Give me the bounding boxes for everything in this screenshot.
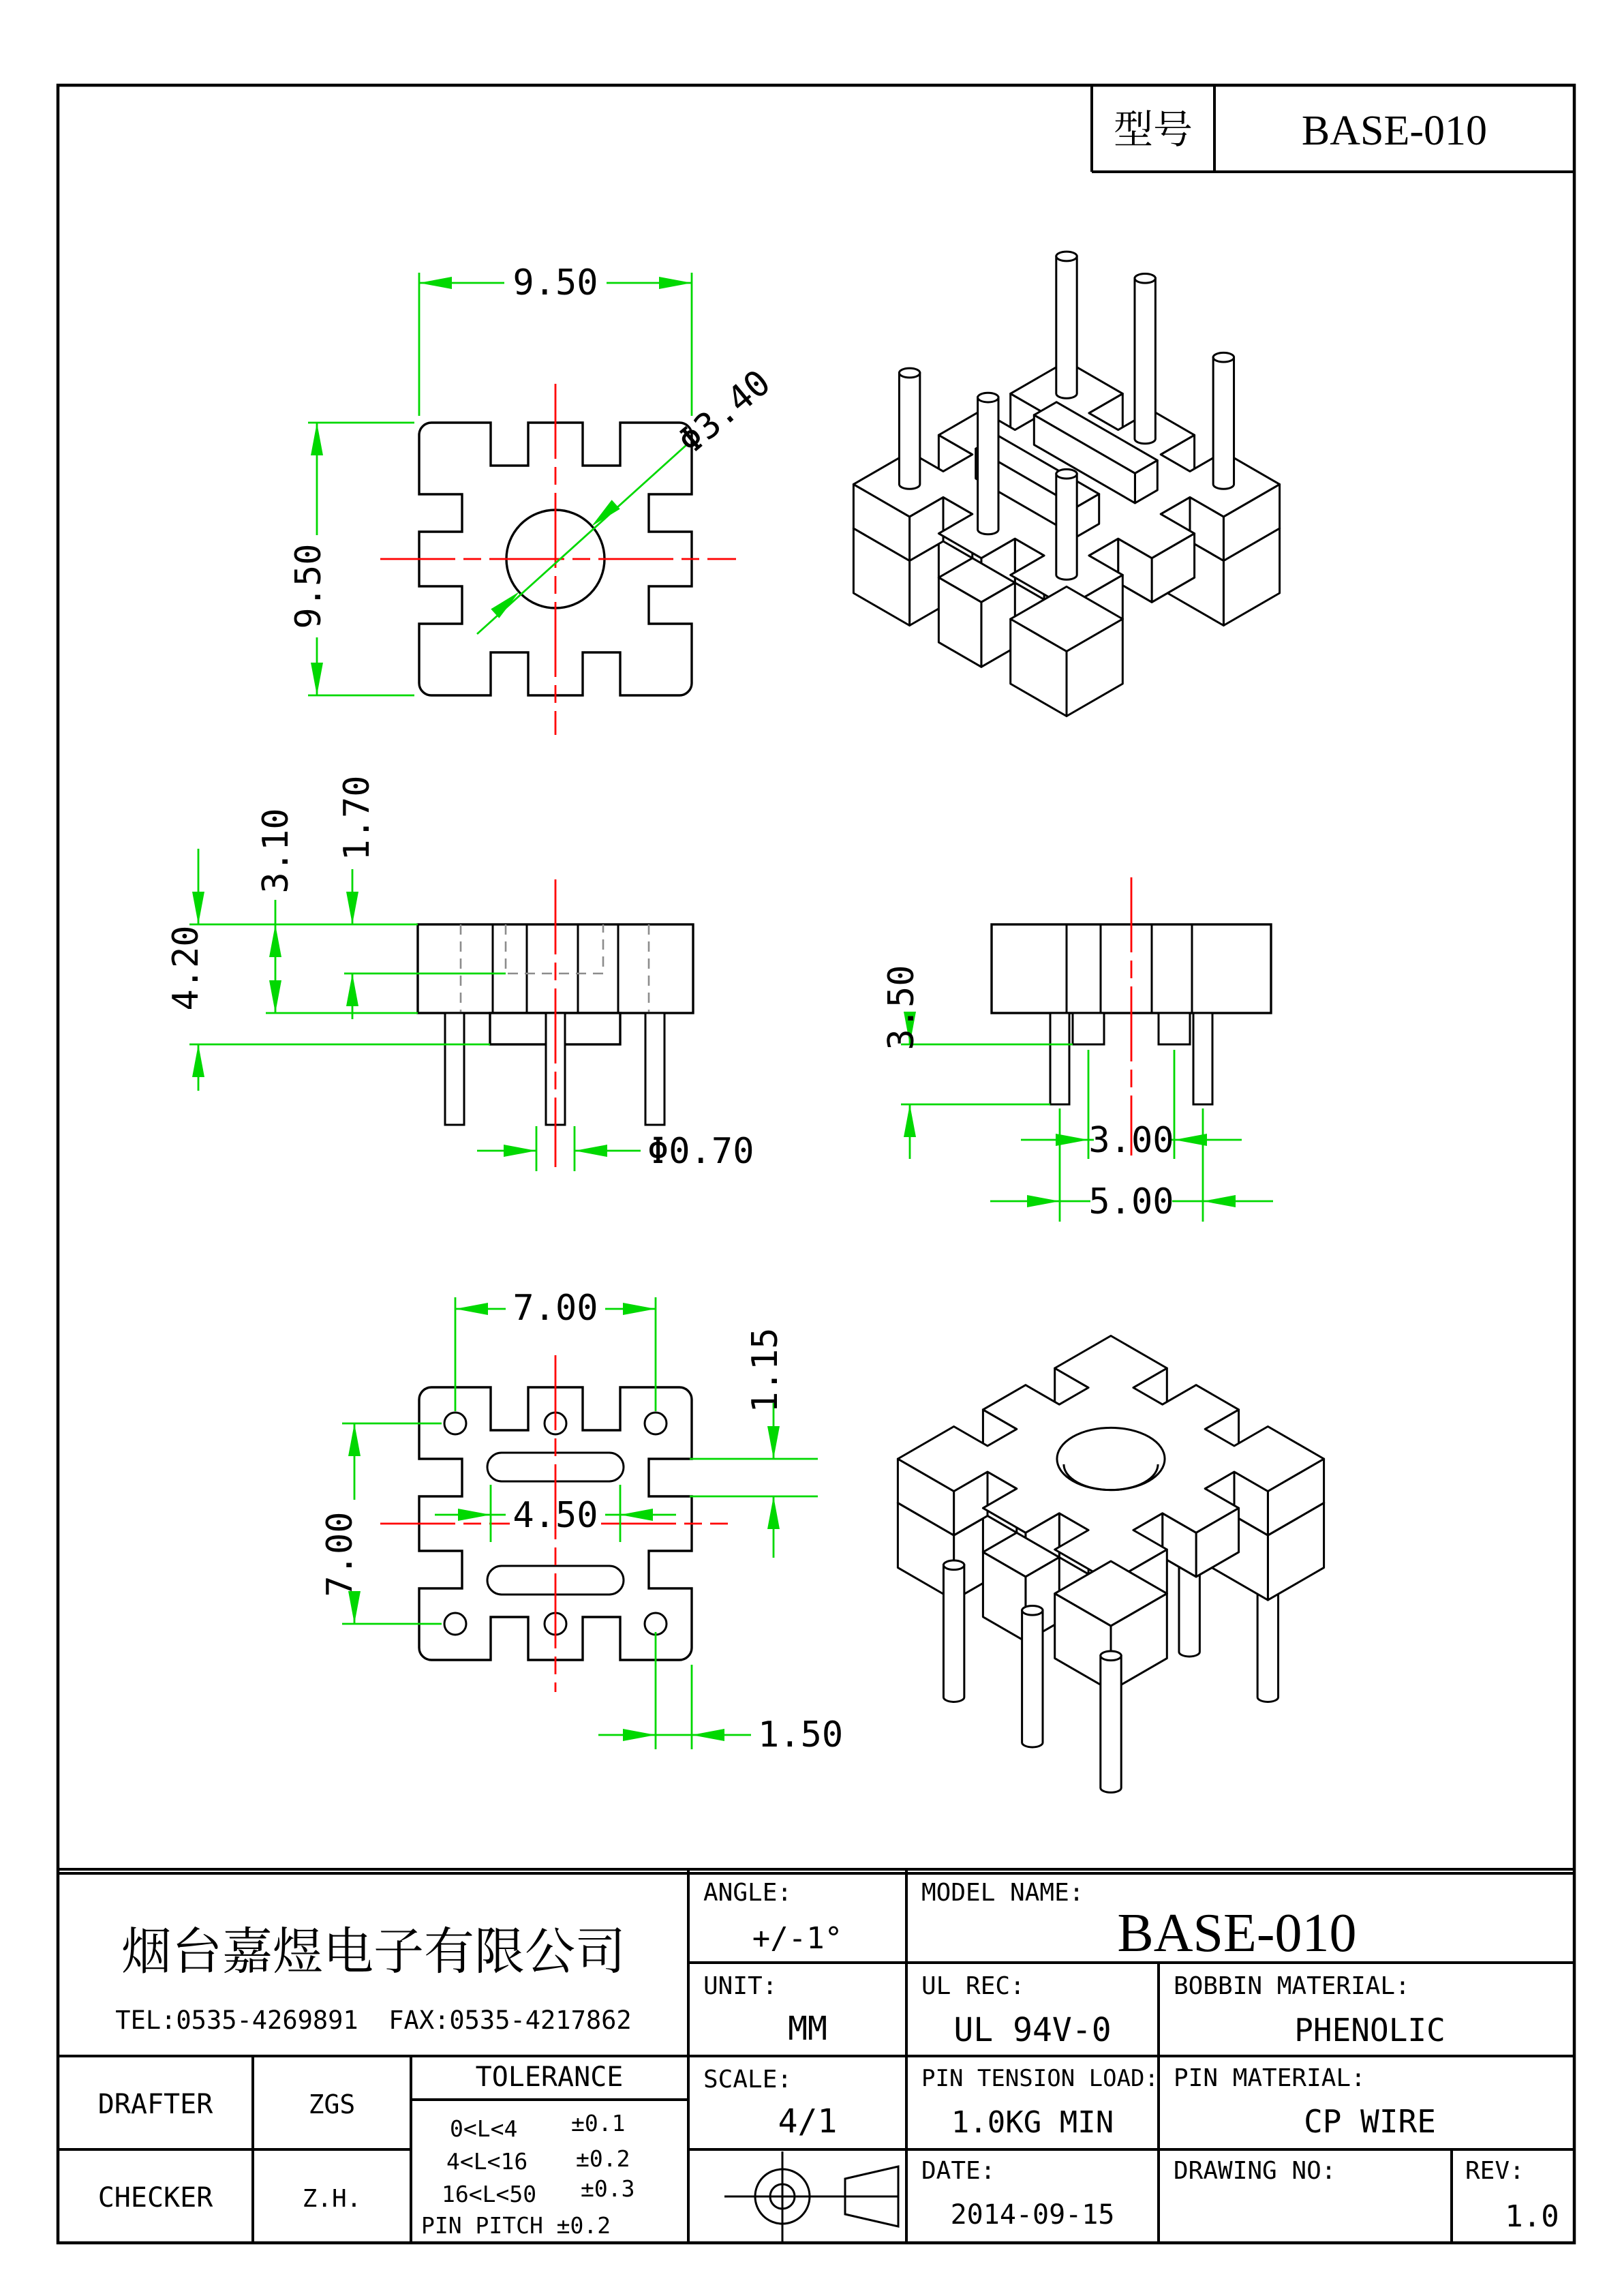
isometric-view-bottom [898,1336,1323,1793]
date-value: 2014-09-15 [950,2199,1115,2231]
model-name-value: BASE-010 [1117,1903,1357,1963]
drawing-no-label: DRAWING NO: [1174,2157,1336,2185]
isometric-view-top [853,252,1279,716]
company-contact: TEL:0535-4269891 FAX:0535-4217862 [115,2006,632,2035]
pin-material-label: PIN MATERIAL: [1174,2064,1366,2092]
model-box [1114,106,1487,154]
tolerance-value-2: ±0.2 [576,2145,630,2172]
scale-label: SCALE: [703,2066,793,2094]
drafter-value: ZGS [308,2089,356,2119]
dim-top-height: 9.50 [288,543,329,629]
unit-value: MM [788,2010,827,2048]
tolerance-range-2: 4<L<16 [446,2148,528,2175]
tolerance-range-1: 0<L<4 [450,2115,518,2142]
company-name: 烟台嘉煜电子有限公司 [121,1922,626,1981]
dim-front-body: 3.10 [256,808,296,894]
rev-value: 1.0 [1505,2199,1559,2234]
unit-label: UNIT: [703,1972,778,2000]
projection-symbol [724,2151,898,2241]
dim-top-hole: Φ3.40 [670,362,779,462]
dim-bottom-notch: 1.15 [745,1327,786,1413]
bobbin-material-value: PHENOLIC [1294,2012,1445,2049]
dim-bottom-offset: 1.50 [758,1715,844,1755]
title-block [58,1869,1574,2243]
dim-front-hole-depth: 1.70 [337,775,378,861]
dim-side-outer: 5.00 [1088,1181,1174,1222]
pin-tension-value: 1.0KG MIN [951,2105,1114,2140]
ul-rec-value: UL 94V-0 [953,2011,1112,2049]
angle-label: ANGLE: [703,1879,793,1907]
scale-value: 4/1 [778,2102,838,2141]
pin-pitch-tolerance: PIN PITCH ±0.2 [421,2212,611,2239]
model-box-value: BASE-010 [1301,108,1488,154]
tolerance-value-3: ±0.3 [581,2175,635,2202]
model-name-label: MODEL NAME: [921,1879,1084,1907]
checker-label: CHECKER [97,2182,213,2214]
dim-side-pin-len: 3.50 [881,965,922,1051]
tolerance-title: TOLERANCE [475,2061,624,2093]
model-box-label: 型号 [1113,106,1193,153]
tolerance-value-1: ±0.1 [571,2110,626,2136]
date-label: DATE: [921,2157,996,2185]
dim-bottom-width: 7.00 [512,1288,598,1329]
tolerance-range-3: 16<L<50 [442,2181,537,2207]
dim-bottom-height: 7.00 [320,1511,361,1597]
dim-bottom-slot: 4.50 [512,1495,598,1536]
pin-tension-label: PIN TENSION LOAD: [921,2065,1159,2092]
dim-side-inner: 3.00 [1088,1120,1174,1161]
dim-front-total: 4.20 [166,925,206,1011]
tolerance-table [421,2110,634,2239]
checker-value: Z.H. [302,2185,362,2213]
dim-front-pin: Φ0.70 [647,1131,754,1172]
pin-material-value: CP WIRE [1304,2103,1436,2140]
dim-top-width: 9.50 [512,262,598,303]
drafter-label: DRAFTER [97,2089,213,2120]
rev-label: REV: [1465,2157,1525,2185]
ul-rec-label: UL REC: [921,1972,1025,2000]
angle-value: +/-1° [752,1921,843,1956]
bobbin-material-label: BOBBIN MATERIAL: [1174,1972,1410,2000]
